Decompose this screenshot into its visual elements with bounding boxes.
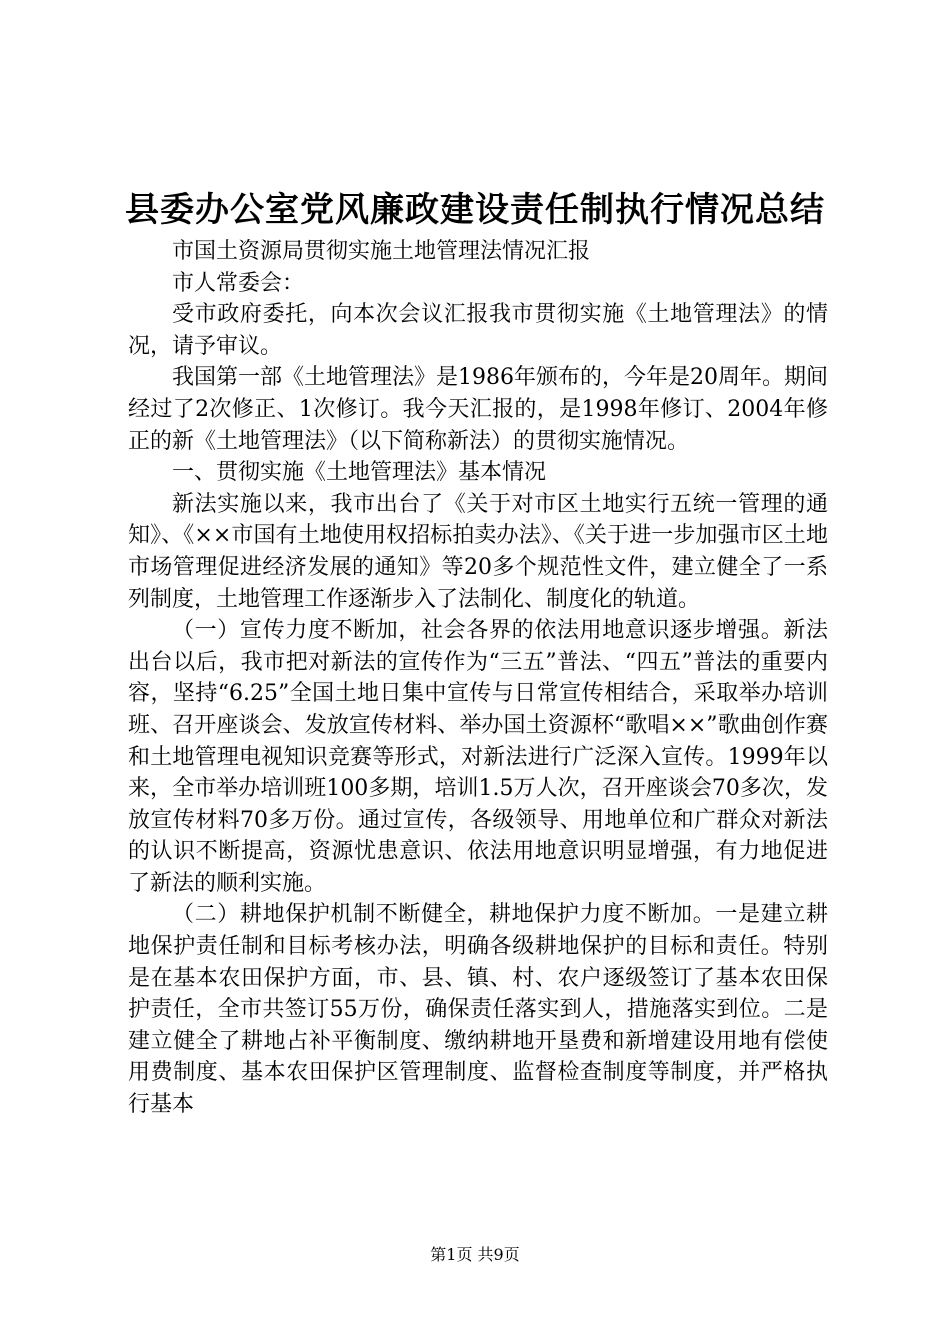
document-body [128, 236, 828, 1121]
page-number-footer: 第1页 共9页 [430, 1245, 520, 1264]
paragraph-publicity: （一）宣传力度不断加，社会各界的依法用地意识逐步增强。新法出台以后，我市把对新法的宣传作为“三五”普法、“四五”普法的重要内容，坚持“6.25”全国土地日集中宣传与日常宣传相结合，采取举办培训班、召开座谈会、发放宣传材料、举办国土资源杯“歌唱××”歌曲创作赛和土地管理电视知识竞赛等形式，对新法进行广泛深入宣传。1999年以来，全市举办培训班100多期，培训1.5万人次，召开座谈会70多次，发放宣传材料70多万份。通过宣传，各级领导、用地单位和广群众对新法的认识不断提高，资源忧患意识、依法用地意识明显增强，有力地促进了新法的顺利实施。 [128, 618, 828, 896]
paragraph-history: 我国第一部《土地管理法》是1986年颁布的，今年是20周年。期间经过了2次修正、1次修订。我今天汇报的，是1998年修订、2004年修正的新《土地管理法》（以下简称新法）的贯彻实施情况。 [128, 365, 829, 454]
paragraph-regulations: 新法实施以来，我市出台了《关于对市区土地实行五统一管理的通知》、《××市国有土地使用权招标拍卖办法》、《关于进一步加强市区土地市场管理促进经济发展的通知》等20多个规范性文件，建立健全了一系列制度，土地管理工作逐渐步入了法制化、制度化的轨道。 [128, 491, 828, 612]
section-heading-1: 一、贯彻实施《土地管理法》基本情况 [172, 460, 547, 486]
paragraph-salutation: 市人常委会： [172, 270, 305, 296]
paragraph-report-heading: 市国土资源局贯彻实施土地管理法情况汇报 [172, 239, 591, 264]
paragraph-intro: 受市政府委托，向本次会议汇报我市贯彻实施《土地管理法》的情况，请予审议。 [128, 302, 828, 359]
paragraph-farmland-protection: （二）耕地保护机制不断健全，耕地保护力度不断加。一是建立耕地保护责任制和目标考核办法，明确各级耕地保护的目标和责任。特别是在基本农田保护方面，市、县、镇、村、农户逐级签订了基本农田保护责任，全市共签订55万份，确保责任落实到人，措施落实到位。二是建立健全了耕地占补平衡制度、缴纳耕地开垦费和新增建设用地有偿使用费制度、基本农田保护区管理制度、监督检查制度等制度，并严格执行基本 [128, 902, 828, 1118]
document-title: 县委办公室党风廉政建设责任制执行情况总结 [125, 190, 825, 230]
